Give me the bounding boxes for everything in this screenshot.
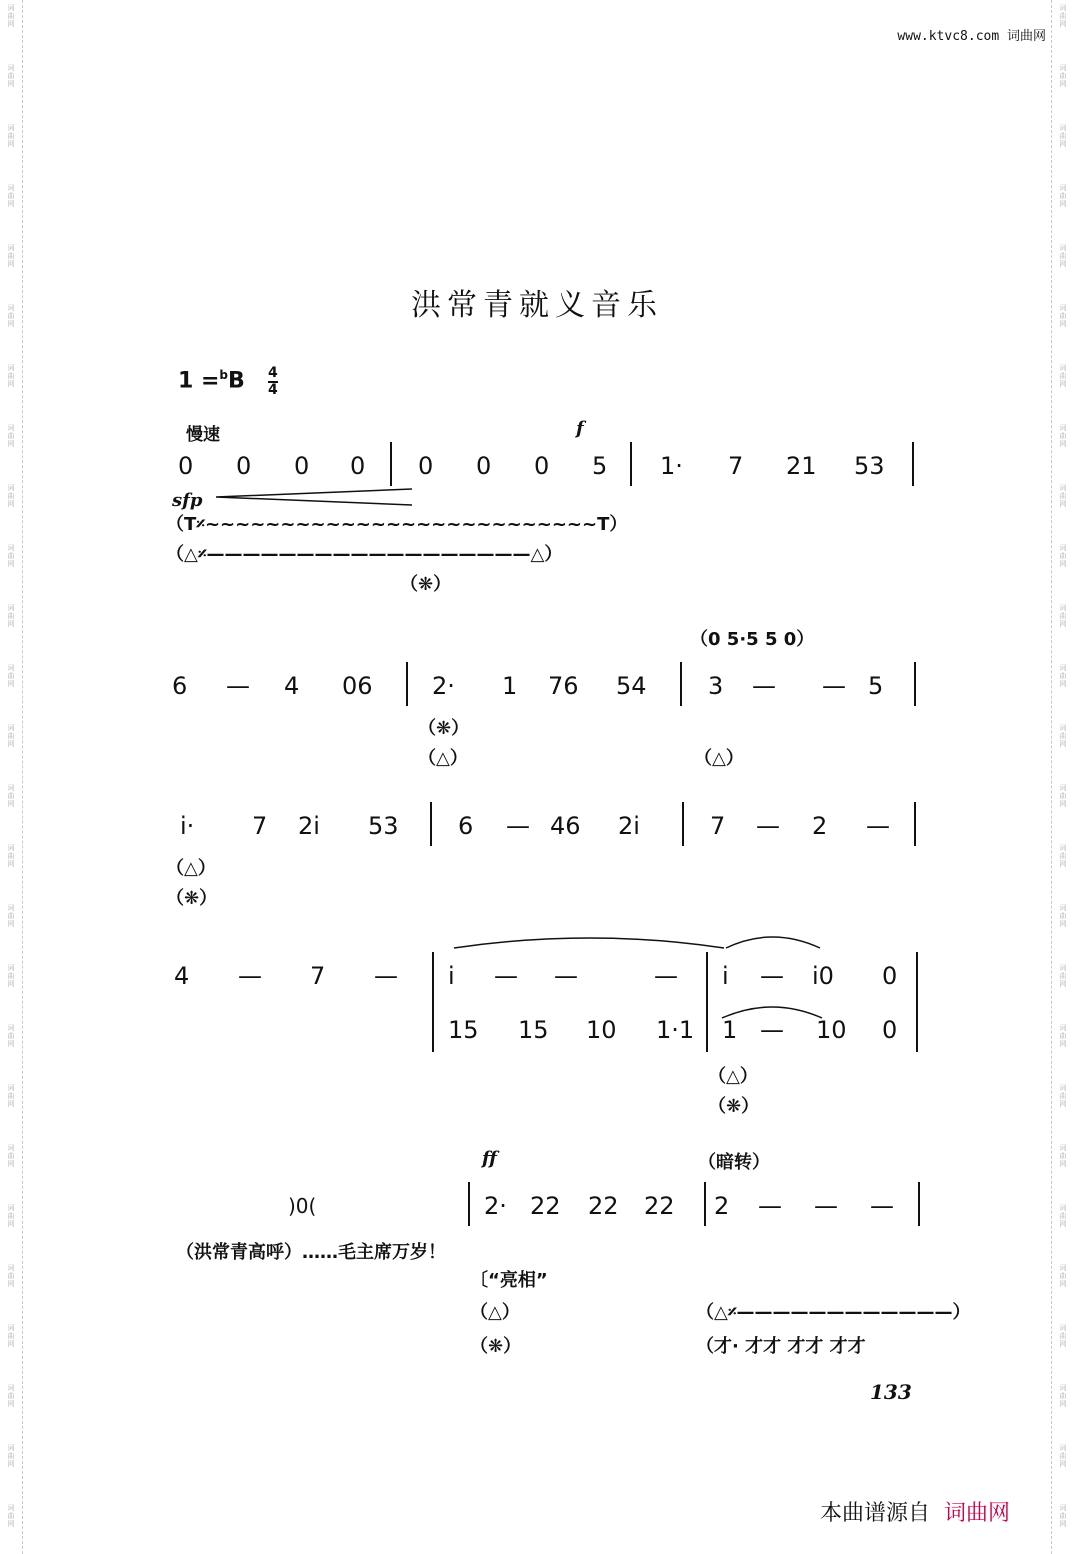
watermark-glyph: 词 曲 网 xyxy=(7,784,15,808)
note: 22 xyxy=(644,1192,675,1220)
note: 22 xyxy=(530,1192,561,1220)
watermark-glyph: 词 曲 网 xyxy=(7,4,15,28)
note: 10 xyxy=(816,1016,847,1044)
watermark-glyph: 词 曲 网 xyxy=(1059,4,1067,28)
site-url[interactable]: www.ktvc8.com 词曲网 xyxy=(897,29,1046,44)
staff4-lower-notes xyxy=(448,1016,897,1044)
note: 4 xyxy=(174,962,190,990)
watermark-glyph: 词 曲 网 xyxy=(7,1144,15,1168)
perc-triangle: （△） xyxy=(694,748,744,769)
note: 1 xyxy=(502,672,518,700)
note: 15 xyxy=(518,1016,549,1044)
watermark-glyph: 词 曲 网 xyxy=(1059,664,1067,688)
note: 2· xyxy=(484,1192,507,1220)
note: 0 xyxy=(882,1016,898,1044)
upper-voice-line: （0 5·5 5 0） xyxy=(690,629,815,650)
watermark-glyph: 词 曲 网 xyxy=(1059,124,1067,148)
watermark-glyph: 词 曲 网 xyxy=(7,1264,15,1288)
staff2-notes xyxy=(172,672,883,700)
staff1-notes xyxy=(178,452,885,480)
note: 4 xyxy=(284,672,300,700)
perc-triangle: （△） xyxy=(470,1302,520,1323)
watermark-glyph: 词 曲 网 xyxy=(7,364,15,388)
note: 0 xyxy=(534,452,550,480)
watermark-glyph: 词 曲 网 xyxy=(1059,964,1067,988)
note: 5 xyxy=(868,672,884,700)
watermark-glyph: 词 曲 网 xyxy=(7,244,15,268)
note: 0 xyxy=(236,452,252,480)
perc-triangle: （△） xyxy=(166,858,216,879)
note: 22 xyxy=(588,1192,619,1220)
watermark-glyph: 词 曲 网 xyxy=(7,1504,15,1528)
perc-star: （❋） xyxy=(166,888,218,909)
note: 76 xyxy=(548,672,579,700)
dynamic-ff: ff xyxy=(482,1148,497,1169)
watermark-glyph: 词 曲 网 xyxy=(7,1084,15,1108)
watermark-glyph: 词 曲 网 xyxy=(1059,1264,1067,1288)
watermark-glyph: 词 曲 网 xyxy=(7,304,15,328)
watermark-glyph: 词 曲 网 xyxy=(1059,1444,1067,1468)
note: 7 xyxy=(310,962,326,990)
page-title: 洪常青就义音乐 xyxy=(411,288,663,323)
tempo-marking: 慢速 xyxy=(186,425,220,445)
note: 0 xyxy=(882,962,898,990)
watermark-glyph: 词 曲 网 xyxy=(7,484,15,508)
watermark-glyph: 词 曲 网 xyxy=(7,964,15,988)
watermark-glyph: 词 曲 网 xyxy=(1059,1084,1067,1108)
watermark-glyph: 词 曲 网 xyxy=(1059,484,1067,508)
note: — xyxy=(866,812,890,840)
note: 1 xyxy=(722,1016,738,1044)
perc-star: （❋） xyxy=(708,1096,760,1117)
key-signature: 1 =$^b$B xyxy=(178,368,245,394)
perc-rhythm-line: （才· 才才 才才 才才 xyxy=(696,1336,866,1357)
watermark-glyph: 词 曲 网 xyxy=(7,724,15,748)
note: — xyxy=(752,672,776,700)
note: — xyxy=(494,962,518,990)
note: 1·1 xyxy=(656,1016,695,1044)
note: 2i xyxy=(618,812,640,840)
perc-triangle-line: （△𝄎————————————） xyxy=(696,1302,971,1323)
staff4-upper-notes xyxy=(174,962,897,990)
note: 53 xyxy=(368,812,399,840)
staff3-notes xyxy=(180,812,890,840)
diminuendo-hairpin xyxy=(216,489,412,505)
note: 7 xyxy=(728,452,744,480)
perc-triangle-line: （△𝄎——————————————————△） xyxy=(166,544,563,565)
watermark-glyph: 词 曲 网 xyxy=(1059,604,1067,628)
watermark-glyph: 词 曲 网 xyxy=(7,184,15,208)
note: 7 xyxy=(252,812,268,840)
note: 54 xyxy=(616,672,647,700)
note: — xyxy=(756,812,780,840)
note: — xyxy=(226,672,250,700)
note: 0 xyxy=(350,452,366,480)
perc-t-line: （T𝄎~~~~~~~~~~~~~~~~~~~~~~~~~~T） xyxy=(166,514,628,535)
note: i xyxy=(722,962,729,990)
watermark-glyph: 词 曲 网 xyxy=(7,604,15,628)
lyric-line: （洪常青高呼）……毛主席万岁！ xyxy=(176,1242,446,1263)
watermark-glyph: 词 曲 网 xyxy=(7,1384,15,1408)
note: — xyxy=(814,1192,838,1220)
watermark-glyph: 词 曲 网 xyxy=(1059,904,1067,928)
cue-mark: )0( xyxy=(288,1194,317,1218)
note: 10 xyxy=(586,1016,617,1044)
watermark-glyph: 词 曲 网 xyxy=(1059,1384,1067,1408)
note: i0 xyxy=(812,962,834,990)
perc-star: （❋） xyxy=(418,718,470,739)
watermark-glyph: 词 曲 网 xyxy=(1059,1024,1067,1048)
tie-arc xyxy=(454,938,724,948)
watermark-glyph: 词 曲 网 xyxy=(1059,544,1067,568)
note: 0 xyxy=(418,452,434,480)
note: 6 xyxy=(458,812,474,840)
note: 2 xyxy=(714,1192,730,1220)
note: — xyxy=(554,962,578,990)
note: — xyxy=(760,1016,784,1044)
watermark-glyph: 词 曲 网 xyxy=(7,424,15,448)
note: 2 xyxy=(812,812,828,840)
note: 0 xyxy=(178,452,194,480)
page-number: 133 xyxy=(870,1380,912,1404)
note: 06 xyxy=(342,672,373,700)
note: — xyxy=(654,962,678,990)
note: i· xyxy=(180,812,195,840)
note: i xyxy=(448,962,455,990)
source-brand-link[interactable]: 词曲网 xyxy=(944,1501,1011,1526)
note: 6 xyxy=(172,672,188,700)
note: 53 xyxy=(854,452,885,480)
watermark-glyph: 词 曲 网 xyxy=(1059,1204,1067,1228)
staff5-notes xyxy=(484,1192,894,1220)
note: 2· xyxy=(432,672,455,700)
dynamic-sfp: sfp xyxy=(172,490,203,511)
watermark-glyph: 词 曲 网 xyxy=(1059,424,1067,448)
watermark-glyph: 词 曲 网 xyxy=(1059,1144,1067,1168)
time-signature: $\frac{4}{4}$ xyxy=(268,365,278,398)
watermark-glyph: 词 曲 网 xyxy=(7,1024,15,1048)
watermark-glyph: 词 曲 网 xyxy=(7,544,15,568)
note: 0 xyxy=(294,452,310,480)
note: — xyxy=(822,672,846,700)
note: — xyxy=(870,1192,894,1220)
watermark-glyph: 词 曲 网 xyxy=(1059,244,1067,268)
watermark-glyph: 词 曲 网 xyxy=(7,844,15,868)
watermark-glyph: 词 曲 网 xyxy=(1059,784,1067,808)
aside-note: （暗转） xyxy=(698,1152,770,1173)
watermark-glyph: 词 曲 网 xyxy=(1059,364,1067,388)
watermark-glyph: 词 曲 网 xyxy=(1059,844,1067,868)
watermark-glyph: 词 曲 网 xyxy=(7,1444,15,1468)
perc-triangle: （△） xyxy=(708,1066,758,1087)
note: 21 xyxy=(786,452,817,480)
stage-direction: 〔“亮相” xyxy=(470,1270,548,1291)
watermark-glyph: 词 曲 网 xyxy=(1059,724,1067,748)
watermark-glyph: 词 曲 网 xyxy=(1059,184,1067,208)
note: — xyxy=(238,962,262,990)
watermark-glyph: 词 曲 网 xyxy=(1059,304,1067,328)
perc-star: （❋） xyxy=(400,574,452,595)
perc-star: （❋） xyxy=(470,1336,522,1357)
note: 2i xyxy=(298,812,320,840)
dynamic-f: f xyxy=(576,418,584,439)
note: 5 xyxy=(592,452,608,480)
note: — xyxy=(506,812,530,840)
note: 46 xyxy=(550,812,581,840)
watermark-glyph: 词 曲 网 xyxy=(7,1204,15,1228)
note: 0 xyxy=(476,452,492,480)
watermark-glyph: 词 曲 网 xyxy=(7,64,15,88)
note: 3 xyxy=(708,672,724,700)
note: 15 xyxy=(448,1016,479,1044)
note: — xyxy=(758,1192,782,1220)
watermark-glyph: 词 曲 网 xyxy=(1059,1324,1067,1348)
perc-triangle: （△） xyxy=(418,748,468,769)
source-credit: 本曲谱源自 词曲网 xyxy=(820,1501,1011,1526)
note: 7 xyxy=(710,812,726,840)
note: — xyxy=(760,962,784,990)
watermark-glyph: 词 曲 网 xyxy=(7,1324,15,1348)
note: — xyxy=(374,962,398,990)
watermark-glyph: 词 曲 网 xyxy=(1059,1504,1067,1528)
watermark-glyph: 词 曲 网 xyxy=(7,904,15,928)
watermark-glyph: 词 曲 网 xyxy=(7,124,15,148)
tie-arc xyxy=(726,937,820,948)
watermark-glyph: 词 曲 网 xyxy=(1059,64,1067,88)
note: 1· xyxy=(660,452,683,480)
watermark-glyph: 词 曲 网 xyxy=(7,664,15,688)
